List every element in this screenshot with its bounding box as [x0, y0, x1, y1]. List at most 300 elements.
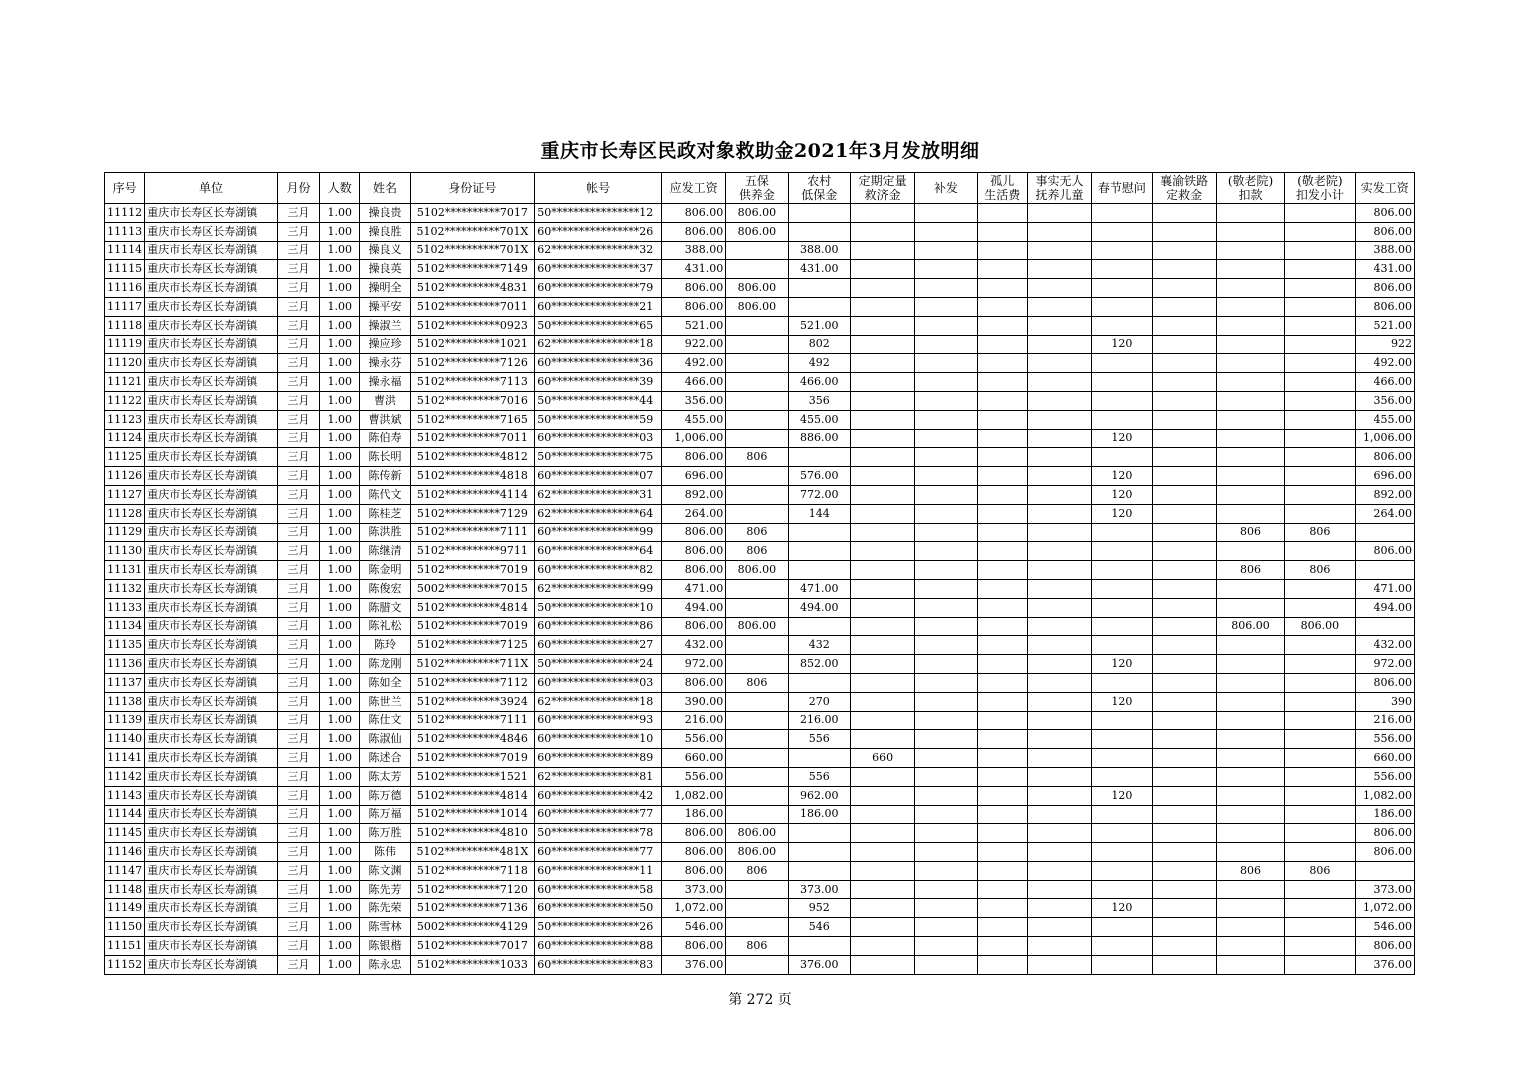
table-cell: 60****************10: [535, 730, 662, 749]
table-cell: [850, 579, 914, 598]
table-cell: 11149: [105, 899, 145, 918]
table-cell: 521.00: [1355, 316, 1414, 335]
table-cell: 11129: [105, 523, 145, 542]
table-cell: 1.00: [320, 354, 360, 373]
table-cell: 1.00: [320, 260, 360, 279]
table-cell: 1.00: [320, 410, 360, 429]
table-cell: [1216, 335, 1284, 354]
table-cell: 陈洪胜: [360, 523, 410, 542]
table-cell: [1285, 805, 1355, 824]
table-cell: [726, 467, 788, 486]
table-cell: [1216, 730, 1284, 749]
table-cell: 三月: [277, 711, 319, 730]
table-cell: [1027, 730, 1091, 749]
table-cell: 1.00: [320, 692, 360, 711]
table-cell: 重庆市长寿区长寿湖镇: [145, 448, 278, 467]
table-cell: [1355, 861, 1414, 880]
table-cell: 120: [1092, 899, 1152, 918]
table-row: [105, 429, 1415, 448]
table-cell: [1092, 937, 1152, 956]
table-cell: 陈世兰: [360, 692, 410, 711]
table-cell: [726, 730, 788, 749]
table-cell: [726, 749, 788, 768]
table-cell: 重庆市长寿区长寿湖镇: [145, 316, 278, 335]
table-cell: 三月: [277, 297, 319, 316]
table-cell: 陈继清: [360, 542, 410, 561]
table-row: [105, 260, 1415, 279]
table-cell: 5102**********7125: [410, 636, 535, 655]
table-cell: 陈代文: [360, 485, 410, 504]
table-cell: 陈雪林: [360, 918, 410, 937]
table-cell: [915, 673, 977, 692]
table-cell: [1152, 937, 1216, 956]
table-cell: [726, 692, 788, 711]
table-cell: 1.00: [320, 843, 360, 862]
table-cell: [1285, 843, 1355, 862]
table-cell: [726, 373, 788, 392]
table-cell: [850, 861, 914, 880]
table-cell: [850, 692, 914, 711]
table-cell: 806.00: [661, 542, 725, 561]
table-cell: 806.00: [726, 204, 788, 223]
table-cell: [915, 297, 977, 316]
table-cell: 5102**********7016: [410, 391, 535, 410]
table-cell: 60****************42: [535, 786, 662, 805]
table-cell: [850, 561, 914, 580]
table-cell: [1027, 598, 1091, 617]
table-cell: 50****************12: [535, 204, 662, 223]
table-cell: 操永芬: [360, 354, 410, 373]
table-cell: 373.00: [661, 880, 725, 899]
table-cell: [1285, 579, 1355, 598]
table-cell: 62****************81: [535, 767, 662, 786]
table-row: [105, 937, 1415, 956]
table-cell: [850, 523, 914, 542]
table-cell: 388.00: [788, 241, 850, 260]
table-cell: [1355, 523, 1414, 542]
table-cell: [1027, 843, 1091, 862]
table-cell: [1092, 636, 1152, 655]
table-row: [105, 955, 1415, 974]
table-cell: [1027, 561, 1091, 580]
table-cell: 三月: [277, 204, 319, 223]
table-cell: 660.00: [1355, 749, 1414, 768]
table-cell: 5102**********1033: [410, 955, 535, 974]
table-cell: [1092, 955, 1152, 974]
table-cell: 216.00: [788, 711, 850, 730]
table-cell: 重庆市长寿区长寿湖镇: [145, 786, 278, 805]
column-header: 月份: [277, 173, 319, 204]
table-cell: 11135: [105, 636, 145, 655]
table-cell: [788, 824, 850, 843]
table-cell: [1285, 730, 1355, 749]
table-row: [105, 335, 1415, 354]
table-cell: 重庆市长寿区长寿湖镇: [145, 955, 278, 974]
table-cell: 60****************93: [535, 711, 662, 730]
table-cell: [1092, 805, 1152, 824]
table-cell: 1.00: [320, 937, 360, 956]
table-cell: 696.00: [1355, 467, 1414, 486]
table-cell: [726, 241, 788, 260]
table-cell: 陈文渊: [360, 861, 410, 880]
table-cell: 60****************11: [535, 861, 662, 880]
table-row: [105, 222, 1415, 241]
table-cell: [977, 786, 1027, 805]
table-cell: 806.00: [661, 204, 725, 223]
table-cell: [1216, 843, 1284, 862]
table-cell: [915, 354, 977, 373]
table-cell: 806.00: [726, 297, 788, 316]
table-cell: 62****************18: [535, 692, 662, 711]
table-cell: [726, 655, 788, 674]
table-cell: 556: [788, 730, 850, 749]
table-cell: 521.00: [661, 316, 725, 335]
table-cell: 806.00: [1216, 617, 1284, 636]
table-cell: 陈万德: [360, 786, 410, 805]
table-cell: 5102**********7112: [410, 673, 535, 692]
table-cell: 三月: [277, 730, 319, 749]
table-cell: 5102**********7011: [410, 297, 535, 316]
table-row: [105, 523, 1415, 542]
table-cell: 三月: [277, 391, 319, 410]
table-cell: 806: [1216, 861, 1284, 880]
table-row: [105, 467, 1415, 486]
table-cell: 50****************44: [535, 391, 662, 410]
table-cell: 11131: [105, 561, 145, 580]
table-cell: [1216, 880, 1284, 899]
table-cell: [1027, 204, 1091, 223]
table-cell: 356.00: [1355, 391, 1414, 410]
table-cell: 曹洪斌: [360, 410, 410, 429]
table-cell: [977, 279, 1027, 298]
table-cell: 492.00: [661, 354, 725, 373]
table-cell: 806.00: [661, 448, 725, 467]
table-row: [105, 504, 1415, 523]
payment-table: [104, 172, 1415, 975]
table-cell: 重庆市长寿区长寿湖镇: [145, 805, 278, 824]
table-cell: 455.00: [1355, 410, 1414, 429]
table-cell: [1152, 861, 1216, 880]
table-cell: [1152, 805, 1216, 824]
table-cell: [1092, 316, 1152, 335]
table-cell: [726, 805, 788, 824]
table-cell: [726, 767, 788, 786]
table-cell: 操良义: [360, 241, 410, 260]
table-cell: [1216, 241, 1284, 260]
table-cell: 432.00: [1355, 636, 1414, 655]
table-cell: 922.00: [661, 335, 725, 354]
table-cell: [1152, 391, 1216, 410]
table-cell: 806: [726, 937, 788, 956]
table-cell: [915, 861, 977, 880]
page-title: 重庆市长寿区民政对象救助金2021年3月发放明细: [540, 140, 980, 162]
table-cell: [915, 279, 977, 298]
table-cell: 1.00: [320, 316, 360, 335]
table-cell: [850, 222, 914, 241]
table-cell: [1216, 391, 1284, 410]
table-cell: 11151: [105, 937, 145, 956]
table-row: [105, 636, 1415, 655]
table-cell: 432: [788, 636, 850, 655]
table-cell: [915, 579, 977, 598]
table-cell: [1152, 354, 1216, 373]
table-cell: 重庆市长寿区长寿湖镇: [145, 673, 278, 692]
table-cell: 60****************79: [535, 279, 662, 298]
table-cell: 11152: [105, 955, 145, 974]
table-cell: [915, 504, 977, 523]
table-cell: 1.00: [320, 767, 360, 786]
table-cell: [977, 617, 1027, 636]
table-cell: [1216, 316, 1284, 335]
table-cell: 806.00: [661, 297, 725, 316]
table-cell: 5102**********481X: [410, 843, 535, 862]
table-cell: 5102**********4818: [410, 467, 535, 486]
table-cell: 11113: [105, 222, 145, 241]
table-cell: 1.00: [320, 673, 360, 692]
table-cell: [1285, 335, 1355, 354]
table-cell: [1152, 335, 1216, 354]
table-cell: [1092, 617, 1152, 636]
table-cell: 388.00: [1355, 241, 1414, 260]
table-cell: 操平安: [360, 297, 410, 316]
table-cell: [1027, 429, 1091, 448]
table-cell: [1027, 467, 1091, 486]
table-cell: 重庆市长寿区长寿湖镇: [145, 937, 278, 956]
column-header: 事实无人 抚养儿童: [1027, 173, 1091, 204]
table-cell: [850, 542, 914, 561]
table-cell: [1092, 598, 1152, 617]
table-cell: 5102**********9711: [410, 542, 535, 561]
table-cell: [726, 786, 788, 805]
table-cell: [850, 204, 914, 223]
table-cell: [1216, 918, 1284, 937]
table-cell: [850, 880, 914, 899]
table-cell: [1027, 542, 1091, 561]
table-cell: [788, 448, 850, 467]
table-cell: [850, 335, 914, 354]
table-cell: 三月: [277, 373, 319, 392]
table-cell: 重庆市长寿区长寿湖镇: [145, 749, 278, 768]
table-cell: [1092, 354, 1152, 373]
table-cell: [1027, 824, 1091, 843]
table-cell: 重庆市长寿区长寿湖镇: [145, 730, 278, 749]
table-cell: [1152, 373, 1216, 392]
table-cell: [1027, 749, 1091, 768]
table-row: [105, 899, 1415, 918]
table-cell: 60****************07: [535, 467, 662, 486]
table-cell: 806.00: [661, 673, 725, 692]
table-cell: [1285, 448, 1355, 467]
table-cell: 806.00: [1355, 279, 1414, 298]
table-cell: 120: [1092, 504, 1152, 523]
table-cell: 1.00: [320, 448, 360, 467]
table-cell: 1.00: [320, 504, 360, 523]
table-cell: 806: [1285, 523, 1355, 542]
table-cell: 186.00: [1355, 805, 1414, 824]
table-cell: [1152, 260, 1216, 279]
table-cell: [915, 467, 977, 486]
table-cell: [1092, 448, 1152, 467]
table-cell: 852.00: [788, 655, 850, 674]
table-cell: 806: [1285, 561, 1355, 580]
table-cell: 60****************39: [535, 373, 662, 392]
table-cell: 重庆市长寿区长寿湖镇: [145, 692, 278, 711]
table-cell: 三月: [277, 655, 319, 674]
table-cell: [977, 504, 1027, 523]
table-cell: [1152, 843, 1216, 862]
table-cell: [1152, 579, 1216, 598]
table-cell: 操明全: [360, 279, 410, 298]
table-cell: 494.00: [661, 598, 725, 617]
table-cell: 三月: [277, 354, 319, 373]
table-cell: [726, 918, 788, 937]
table-cell: [1092, 579, 1152, 598]
table-cell: [1285, 542, 1355, 561]
table-cell: [915, 373, 977, 392]
table-cell: 60****************26: [535, 222, 662, 241]
table-cell: 11120: [105, 354, 145, 373]
table-cell: 892.00: [661, 485, 725, 504]
table-cell: 5102**********4814: [410, 598, 535, 617]
table-cell: [788, 673, 850, 692]
table-cell: 556.00: [1355, 730, 1414, 749]
table-row: [105, 542, 1415, 561]
table-cell: 471.00: [788, 579, 850, 598]
table-cell: 60****************50: [535, 899, 662, 918]
table-cell: 5102**********7019: [410, 749, 535, 768]
table-cell: [1216, 767, 1284, 786]
table-cell: [1285, 504, 1355, 523]
table-cell: [726, 504, 788, 523]
table-cell: [1152, 279, 1216, 298]
table-cell: 62****************31: [535, 485, 662, 504]
table-cell: 1,072.00: [1355, 899, 1414, 918]
table-cell: [1092, 843, 1152, 862]
table-cell: 三月: [277, 937, 319, 956]
table-cell: 11125: [105, 448, 145, 467]
table-cell: 60****************83: [535, 955, 662, 974]
table-cell: 60****************37: [535, 260, 662, 279]
table-cell: [1216, 786, 1284, 805]
table-cell: [1027, 955, 1091, 974]
table-cell: [788, 937, 850, 956]
table-cell: 重庆市长寿区长寿湖镇: [145, 918, 278, 937]
table-cell: [850, 485, 914, 504]
table-cell: 1.00: [320, 204, 360, 223]
table-cell: [977, 561, 1027, 580]
table-cell: [977, 880, 1027, 899]
table-cell: [977, 542, 1027, 561]
table-cell: 重庆市长寿区长寿湖镇: [145, 279, 278, 298]
table-cell: 471.00: [1355, 579, 1414, 598]
table-cell: [1027, 636, 1091, 655]
table-row: [105, 241, 1415, 260]
table-cell: [850, 655, 914, 674]
table-cell: 陈龙刚: [360, 655, 410, 674]
table-cell: 1,006.00: [661, 429, 725, 448]
table-cell: [915, 730, 977, 749]
table-cell: 重庆市长寿区长寿湖镇: [145, 297, 278, 316]
table-cell: [1355, 617, 1414, 636]
table-cell: 11126: [105, 467, 145, 486]
table-cell: 60****************82: [535, 561, 662, 580]
table-cell: [1216, 429, 1284, 448]
table-cell: 806.00: [661, 824, 725, 843]
table-cell: [1092, 730, 1152, 749]
table-cell: [1285, 316, 1355, 335]
table-cell: 696.00: [661, 467, 725, 486]
table-cell: [1152, 504, 1216, 523]
table-cell: [977, 335, 1027, 354]
table-cell: [1285, 880, 1355, 899]
table-cell: [850, 391, 914, 410]
table-cell: [1285, 297, 1355, 316]
table-cell: 三月: [277, 316, 319, 335]
table-cell: [726, 955, 788, 974]
table-cell: 陈腊文: [360, 598, 410, 617]
table-cell: [1285, 767, 1355, 786]
table-cell: [1152, 880, 1216, 899]
table-cell: [977, 636, 1027, 655]
table-cell: [788, 561, 850, 580]
table-cell: [1152, 673, 1216, 692]
table-row: [105, 711, 1415, 730]
table-cell: [1152, 542, 1216, 561]
table-cell: 806.00: [661, 617, 725, 636]
table-cell: [1092, 918, 1152, 937]
table-cell: 11139: [105, 711, 145, 730]
table-row: [105, 749, 1415, 768]
table-cell: [1285, 241, 1355, 260]
table-cell: [1216, 824, 1284, 843]
table-cell: [850, 241, 914, 260]
table-cell: 操应珍: [360, 335, 410, 354]
table-cell: [1092, 391, 1152, 410]
table-cell: [850, 260, 914, 279]
table-cell: 陈先荣: [360, 899, 410, 918]
table-cell: [788, 861, 850, 880]
table-cell: [850, 955, 914, 974]
table-cell: [788, 617, 850, 636]
table-cell: [726, 711, 788, 730]
table-cell: 陈桂芝: [360, 504, 410, 523]
table-cell: 重庆市长寿区长寿湖镇: [145, 335, 278, 354]
table-cell: 802: [788, 335, 850, 354]
column-header: 农村 低保金: [788, 173, 850, 204]
table-cell: [850, 617, 914, 636]
table-row: [105, 279, 1415, 298]
table-cell: 50****************24: [535, 655, 662, 674]
table-cell: 62****************64: [535, 504, 662, 523]
table-cell: 重庆市长寿区长寿湖镇: [145, 204, 278, 223]
table-cell: 186.00: [788, 805, 850, 824]
table-cell: 216.00: [661, 711, 725, 730]
table-row: [105, 673, 1415, 692]
table-cell: 471.00: [661, 579, 725, 598]
table-cell: 972.00: [661, 655, 725, 674]
table-cell: [850, 824, 914, 843]
table-cell: 806: [726, 673, 788, 692]
table-cell: 431.00: [661, 260, 725, 279]
table-row: [105, 561, 1415, 580]
table-cell: 三月: [277, 485, 319, 504]
table-cell: [1027, 279, 1091, 298]
table-cell: [1216, 297, 1284, 316]
table-cell: 重庆市长寿区长寿湖镇: [145, 824, 278, 843]
table-cell: 陈礼松: [360, 617, 410, 636]
table-cell: [977, 579, 1027, 598]
table-cell: 806.00: [661, 937, 725, 956]
